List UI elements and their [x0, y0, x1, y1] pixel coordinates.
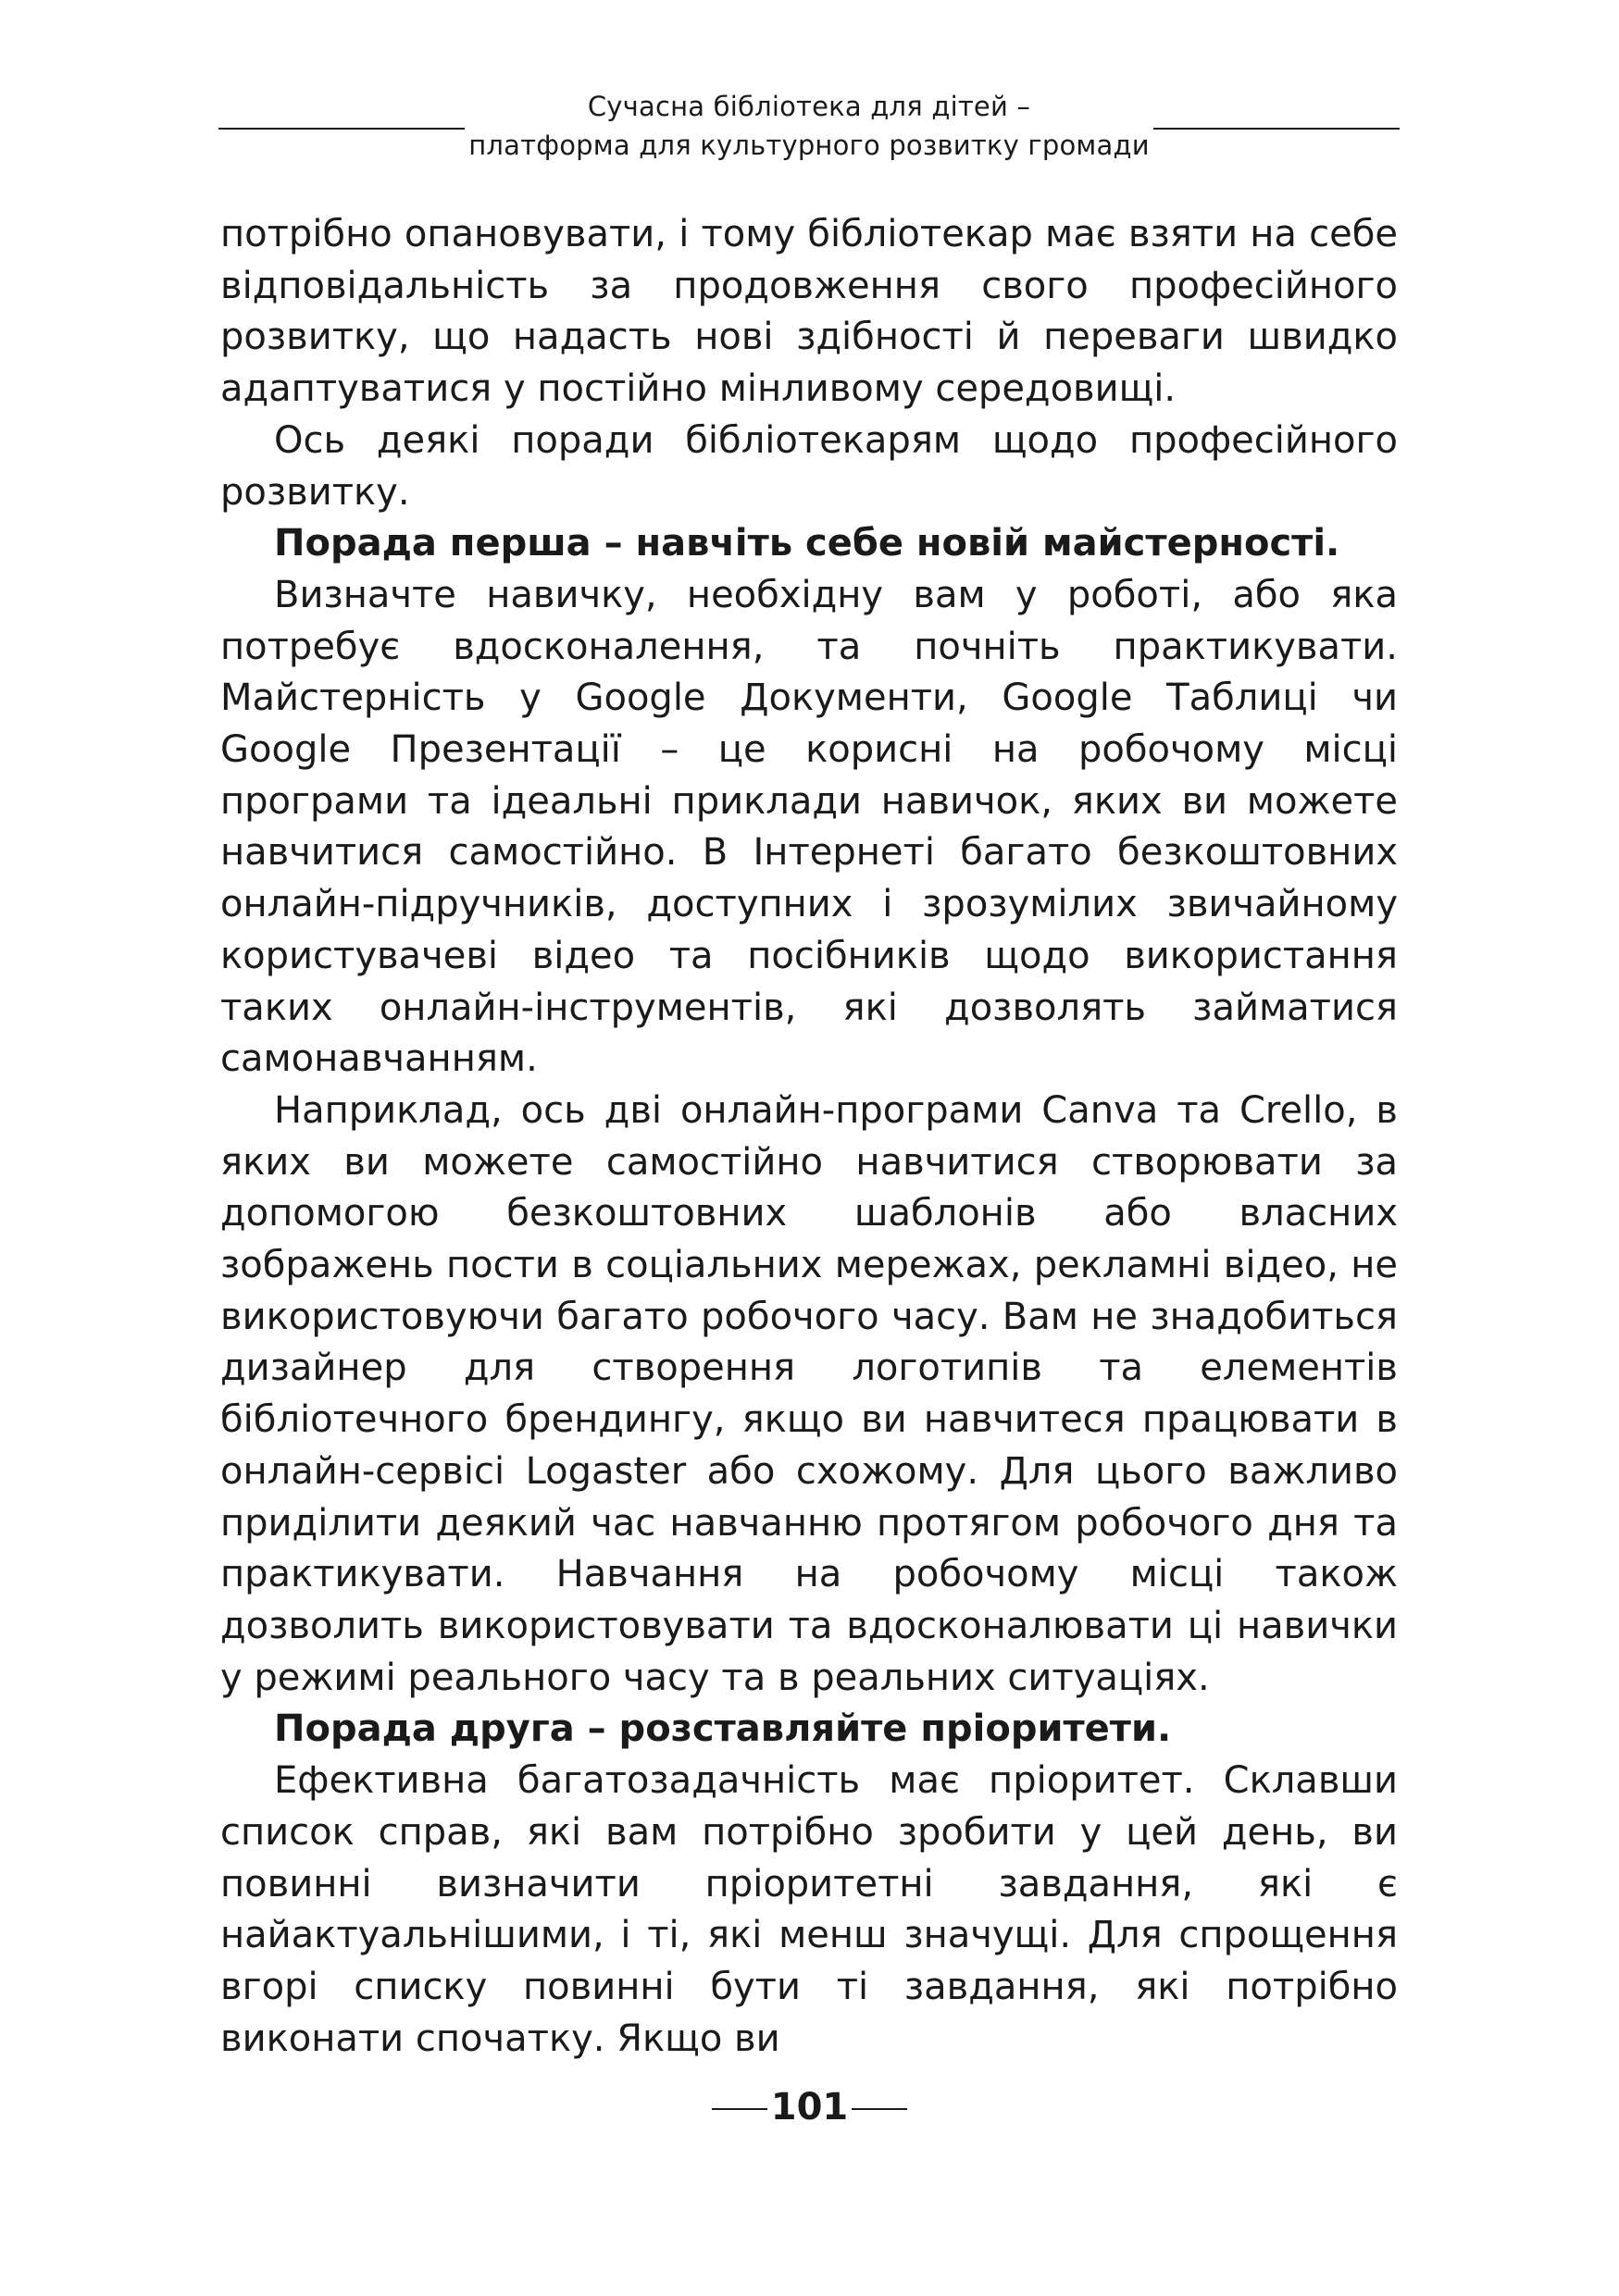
folio-rule-right: [852, 2108, 907, 2110]
page-number: 101: [770, 2086, 849, 2128]
running-header-line-1: Сучасна бібліотека для дітей –: [587, 91, 1031, 122]
paragraph-example: Наприклад, ось дві онлайн-програми Canva та Crello, в яких ви можете самостійно навчитися створювати за допомогою безкоштовних шаблонів або власних зображень пости в соціальних мережах, рекламні відео, не використовуючи багато робочого часу. Вам не знадобиться дизайнер для створення логотипів та елементів бібліотечного брендингу, якщо ви навчитеся працювати в онлайн-сервісі Logaster або схожому. Для цього важливо приділити деякий час навчанню протягом робочого дня та практикувати. Навчання на робочому місці також дозволить використовувати та вдосконалювати ці навички у режимі реального часу та в реальних ситуаціях.: [220, 1088, 1398, 1699]
page-footer: [0, 2084, 1619, 2130]
running-header: [218, 87, 1400, 170]
paragraph-continued: потрібно опановувати, і тому бібліотекар має взяти на себе відповідальність за продовження свого професійного розвитку, що надасть нові здібності й переваги швидко адаптуватися у постійно мінливому середовищі.: [220, 213, 1398, 411]
running-header-title: [218, 87, 1400, 165]
paragraph-tip-one: Визначте навичку, необхідну вам у роботі, або яка потребує вдосконалення, та почніть практикувати. Майстерність у Google Документи, Google Таблиці чи Google Презентації – це корисні на робочому місці програми та ідеальні приклади навичок, яких ви можете навчитися самостійно. В Інтернеті багато безкоштовних онлайн-підручників, доступних і зрозумілих звичайному користувачеві відео та посібників щодо використання таких онлайн-інструментів, які дозволять займатися самонавчанням.: [220, 573, 1398, 1081]
tip-heading-second: Порада друга – розставляйте пріоритети.: [274, 1707, 1172, 1751]
tip-heading-first: Порада перша – навчіть себе новій майстерності.: [274, 522, 1340, 565]
paragraph-tip-two: Ефективна багатозадачність має пріоритет. Склавши список справ, які вам потрібно зробити у цей день, ви повинні визначити пріоритетні завдання, які є найактуальнішими, і ті, які менш значущі. Для спрощення вгорі списку повинні бути ті завдання, які потрібно виконати спочатку. Якщо ви: [220, 1759, 1398, 2060]
page-body: [220, 209, 1398, 2065]
running-header-line-2: платформа для культурного розвитку громади: [468, 130, 1150, 161]
paragraph-intro: Ось деякі поради бібліотекарям щодо професійного розвитку.: [220, 418, 1398, 514]
folio-rule-left: [712, 2108, 767, 2110]
